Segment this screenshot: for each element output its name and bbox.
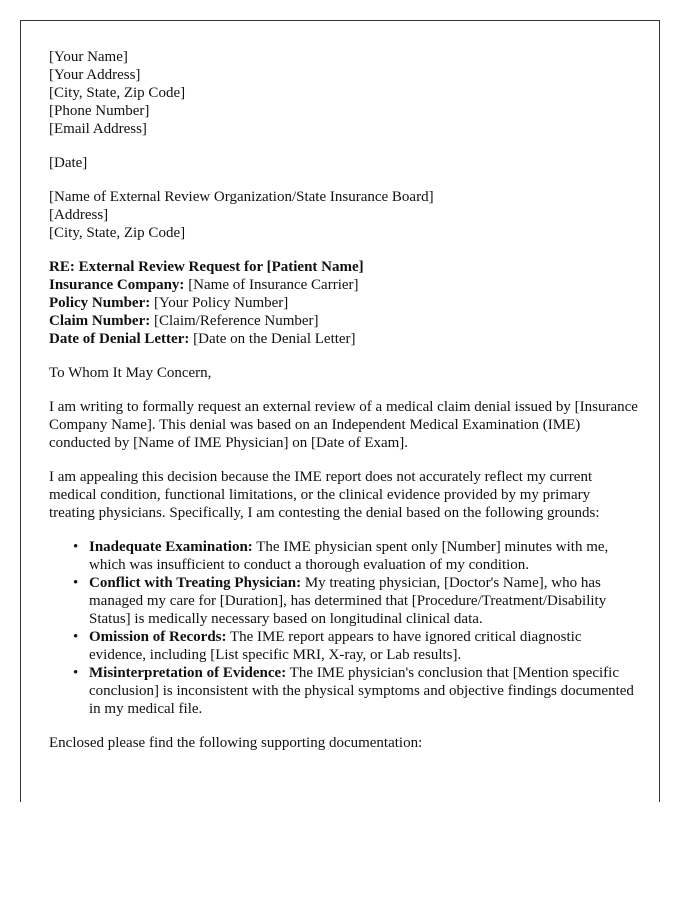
ground-text: The IME physician's conclusion that [Mention specific conclusion] is inconsistent with the physical symptoms and objective findings documented in my medical file. [89, 665, 634, 717]
field-value: [Name of Insurance Carrier] [184, 277, 359, 293]
denial-date-field [49, 330, 639, 348]
sender-email: [Email Address] [49, 121, 147, 137]
ground-item-inadequate-examination [73, 538, 639, 574]
field-value: [Claim/Reference Number] [150, 313, 319, 329]
ground-item-misinterpretation-of-evidence [73, 664, 639, 718]
ground-title: Misinterpretation of Evidence: [89, 665, 287, 681]
insurance-company-field [49, 276, 639, 294]
re-line: RE: External Review Request for [Patient Name] [49, 259, 364, 275]
ground-title: Omission of Records: [89, 629, 227, 645]
bullet-icon: • [73, 665, 79, 681]
ground-title: Conflict with Treating Physician: [89, 575, 302, 591]
ground-item-conflict-treating-physician [73, 574, 639, 628]
ground-text: My treating physician, [Doctor's Name], who has managed my care for [Duration], has determined that [Procedure/Treatment/Disability Status] is medically necessary based on longitudinal clinical data. [89, 575, 607, 627]
appeal-reason-paragraph: I am appealing this decision because the IME report does not accurately reflect my current medical condition, functional limitations, or the clinical evidence provided by my primary treating physicians. Specifically, I am contesting the denial based on the following grounds: [49, 469, 600, 521]
bullet-icon: • [73, 629, 79, 645]
sender-city-state-zip: [City, State, Zip Code] [49, 85, 186, 101]
sender-phone: [Phone Number] [49, 103, 150, 119]
policy-number-field [49, 294, 639, 312]
ground-text: The IME report appears to have ignored critical diagnostic evidence, including [List specific MRI, X-ray, or Lab results]. [89, 629, 582, 663]
field-label: Insurance Company: [49, 277, 185, 293]
ground-title: Inadequate Examination: [89, 539, 253, 555]
letter-page [20, 20, 660, 802]
enclosures-intro: Enclosed please find the following supporting documentation: [49, 735, 423, 751]
recipient-city-state-zip: [City, State, Zip Code] [49, 225, 186, 241]
ground-item-omission-of-records [73, 628, 639, 664]
letter-content [49, 48, 639, 768]
ground-text: The IME physician spent only [Number] minutes with me, which was insufficient to conduct a thorough evaluation of my condition. [89, 539, 609, 573]
bullet-icon: • [73, 575, 79, 591]
field-label: Claim Number: [49, 313, 151, 329]
bullet-icon: • [73, 539, 79, 555]
field-value: [Date on the Denial Letter] [189, 331, 356, 347]
intro-paragraph: I am writing to formally request an external review of a medical claim denial issued by [Insurance Company Name]. This denial was based on an Independent Medical Examination (IME) conducted by [Name of IME Physician] on [Date of Exam]. [49, 399, 638, 451]
salutation: To Whom It May Concern, [49, 365, 212, 381]
field-value: [Your Policy Number] [150, 295, 289, 311]
sender-address-block [49, 48, 639, 138]
claim-number-field [49, 312, 639, 330]
grounds-list [49, 538, 639, 718]
sender-address: [Your Address] [49, 67, 141, 83]
field-label: Date of Denial Letter: [49, 331, 190, 347]
recipient-address: [Address] [49, 207, 109, 223]
sender-name: [Your Name] [49, 49, 128, 65]
recipient-name: [Name of External Review Organization/State Insurance Board] [49, 189, 434, 205]
letter-date: [Date] [49, 155, 88, 171]
date-block [49, 154, 639, 172]
recipient-address-block [49, 188, 639, 242]
field-label: Policy Number: [49, 295, 151, 311]
reference-block [49, 258, 639, 348]
